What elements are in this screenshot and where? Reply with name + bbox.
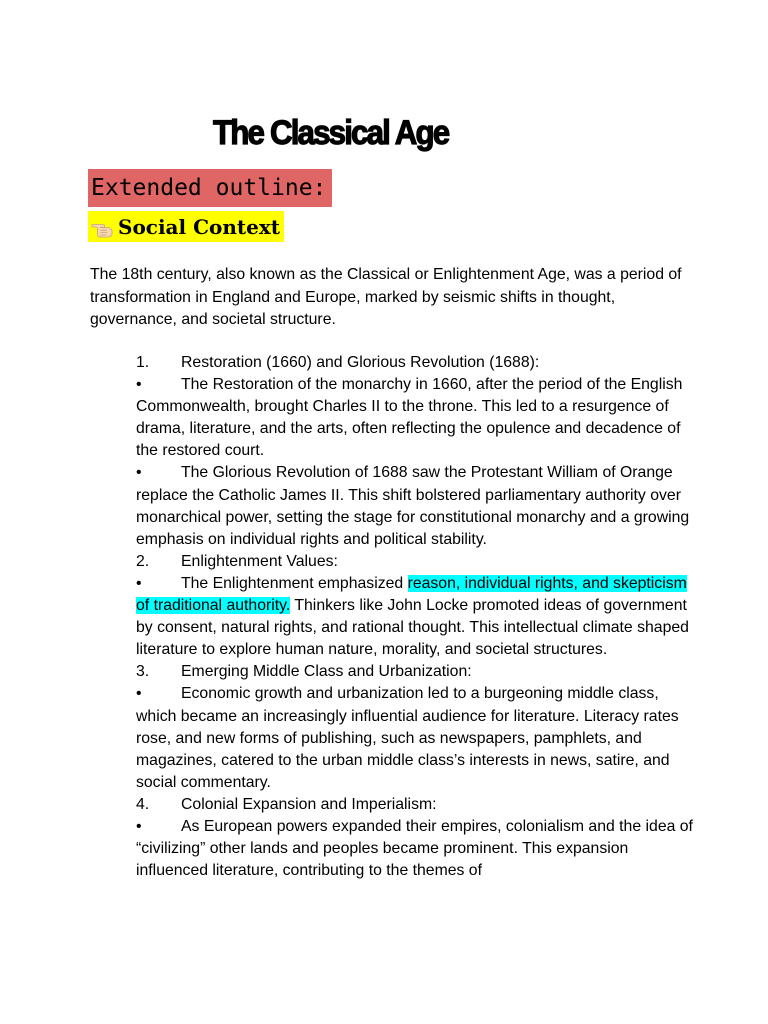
bullet-marker: • [136, 817, 142, 835]
bullet-text-pre: The Enlightenment emphasized [181, 574, 408, 592]
bullet-marker: • [136, 464, 142, 482]
list-heading-text: Restoration (1660) and Glorious Revolution (1688): [181, 354, 540, 371]
list-number: 1. [136, 354, 150, 371]
pointing-hand-icon [91, 215, 115, 239]
bullet-marker: • [136, 376, 142, 394]
bullet-text-post: Thinkers like John Locke promoted ideas of government by consent, natural rights, and rational thought. This intellectual climate shaped literature to explore human nature, morality, and societal structures. [136, 597, 689, 659]
bullet-text: The Restoration of the monarchy in 1660, after the period of the English Commonwealth, brought Charles II to the throne. This led to a resurgence of drama, literature, and the arts, often reflecting the opulence and decadence of the restored court. [136, 376, 683, 460]
outline-heading: Extended outline: [88, 169, 332, 207]
bullet-marker: • [136, 685, 142, 703]
list-item-heading [136, 551, 696, 573]
section-heading-text: Social Context [118, 214, 281, 239]
bullet-item [136, 573, 696, 661]
list-item-heading [136, 661, 696, 683]
list-item-heading [136, 794, 696, 816]
bullet-marker: • [136, 574, 142, 592]
intro-paragraph: The 18th century, also known as the Classical or Enlightenment Age, was a period of transformation in England and Europe, marked by seismic shifts in thought, governance, and societal structure. [90, 266, 682, 328]
page-title: The Classical Age [213, 114, 449, 152]
outline-list [136, 352, 696, 882]
bullet-item [136, 683, 696, 793]
list-heading-text: Enlightenment Values: [181, 552, 338, 570]
list-heading-text: Emerging Middle Class and Urbanization: [181, 663, 472, 681]
bullet-text: As European powers expanded their empires, colonialism and the idea of “civilizing” other lands and peoples became prominent. This expansion influenced literature, contributing to the themes of [136, 817, 693, 880]
bullet-text: Economic growth and urbanization led to a burgeoning middle class, which became an increasingly influential audience for literature. Literacy rates rose, and new forms of publishing, such as newspapers, pamphlets, and magazines, catered to the urban middle class’s interests in news, satire, and social commentary. [136, 685, 679, 791]
list-number: 3. [136, 663, 150, 681]
bullet-item [136, 816, 696, 882]
list-item-heading [136, 352, 696, 374]
hand-shape [92, 224, 112, 237]
bullet-item [136, 374, 696, 462]
bullet-text: The Glorious Revolution of 1688 saw the Protestant William of Orange replace the Catholic James II. This shift bolstered parliamentary authority over monarchical power, setting the stage for constitutional monarchy and a growing emphasis on individual rights and political stability. [136, 464, 690, 548]
list-number: 4. [136, 795, 150, 813]
section-heading [88, 211, 284, 242]
highlighted-text: reason, individual rights, and skepticism of traditional authority. [136, 574, 687, 615]
list-heading-text: Colonial Expansion and Imperialism: [181, 795, 437, 813]
bullet-item [136, 462, 696, 550]
list-number: 2. [136, 552, 150, 570]
